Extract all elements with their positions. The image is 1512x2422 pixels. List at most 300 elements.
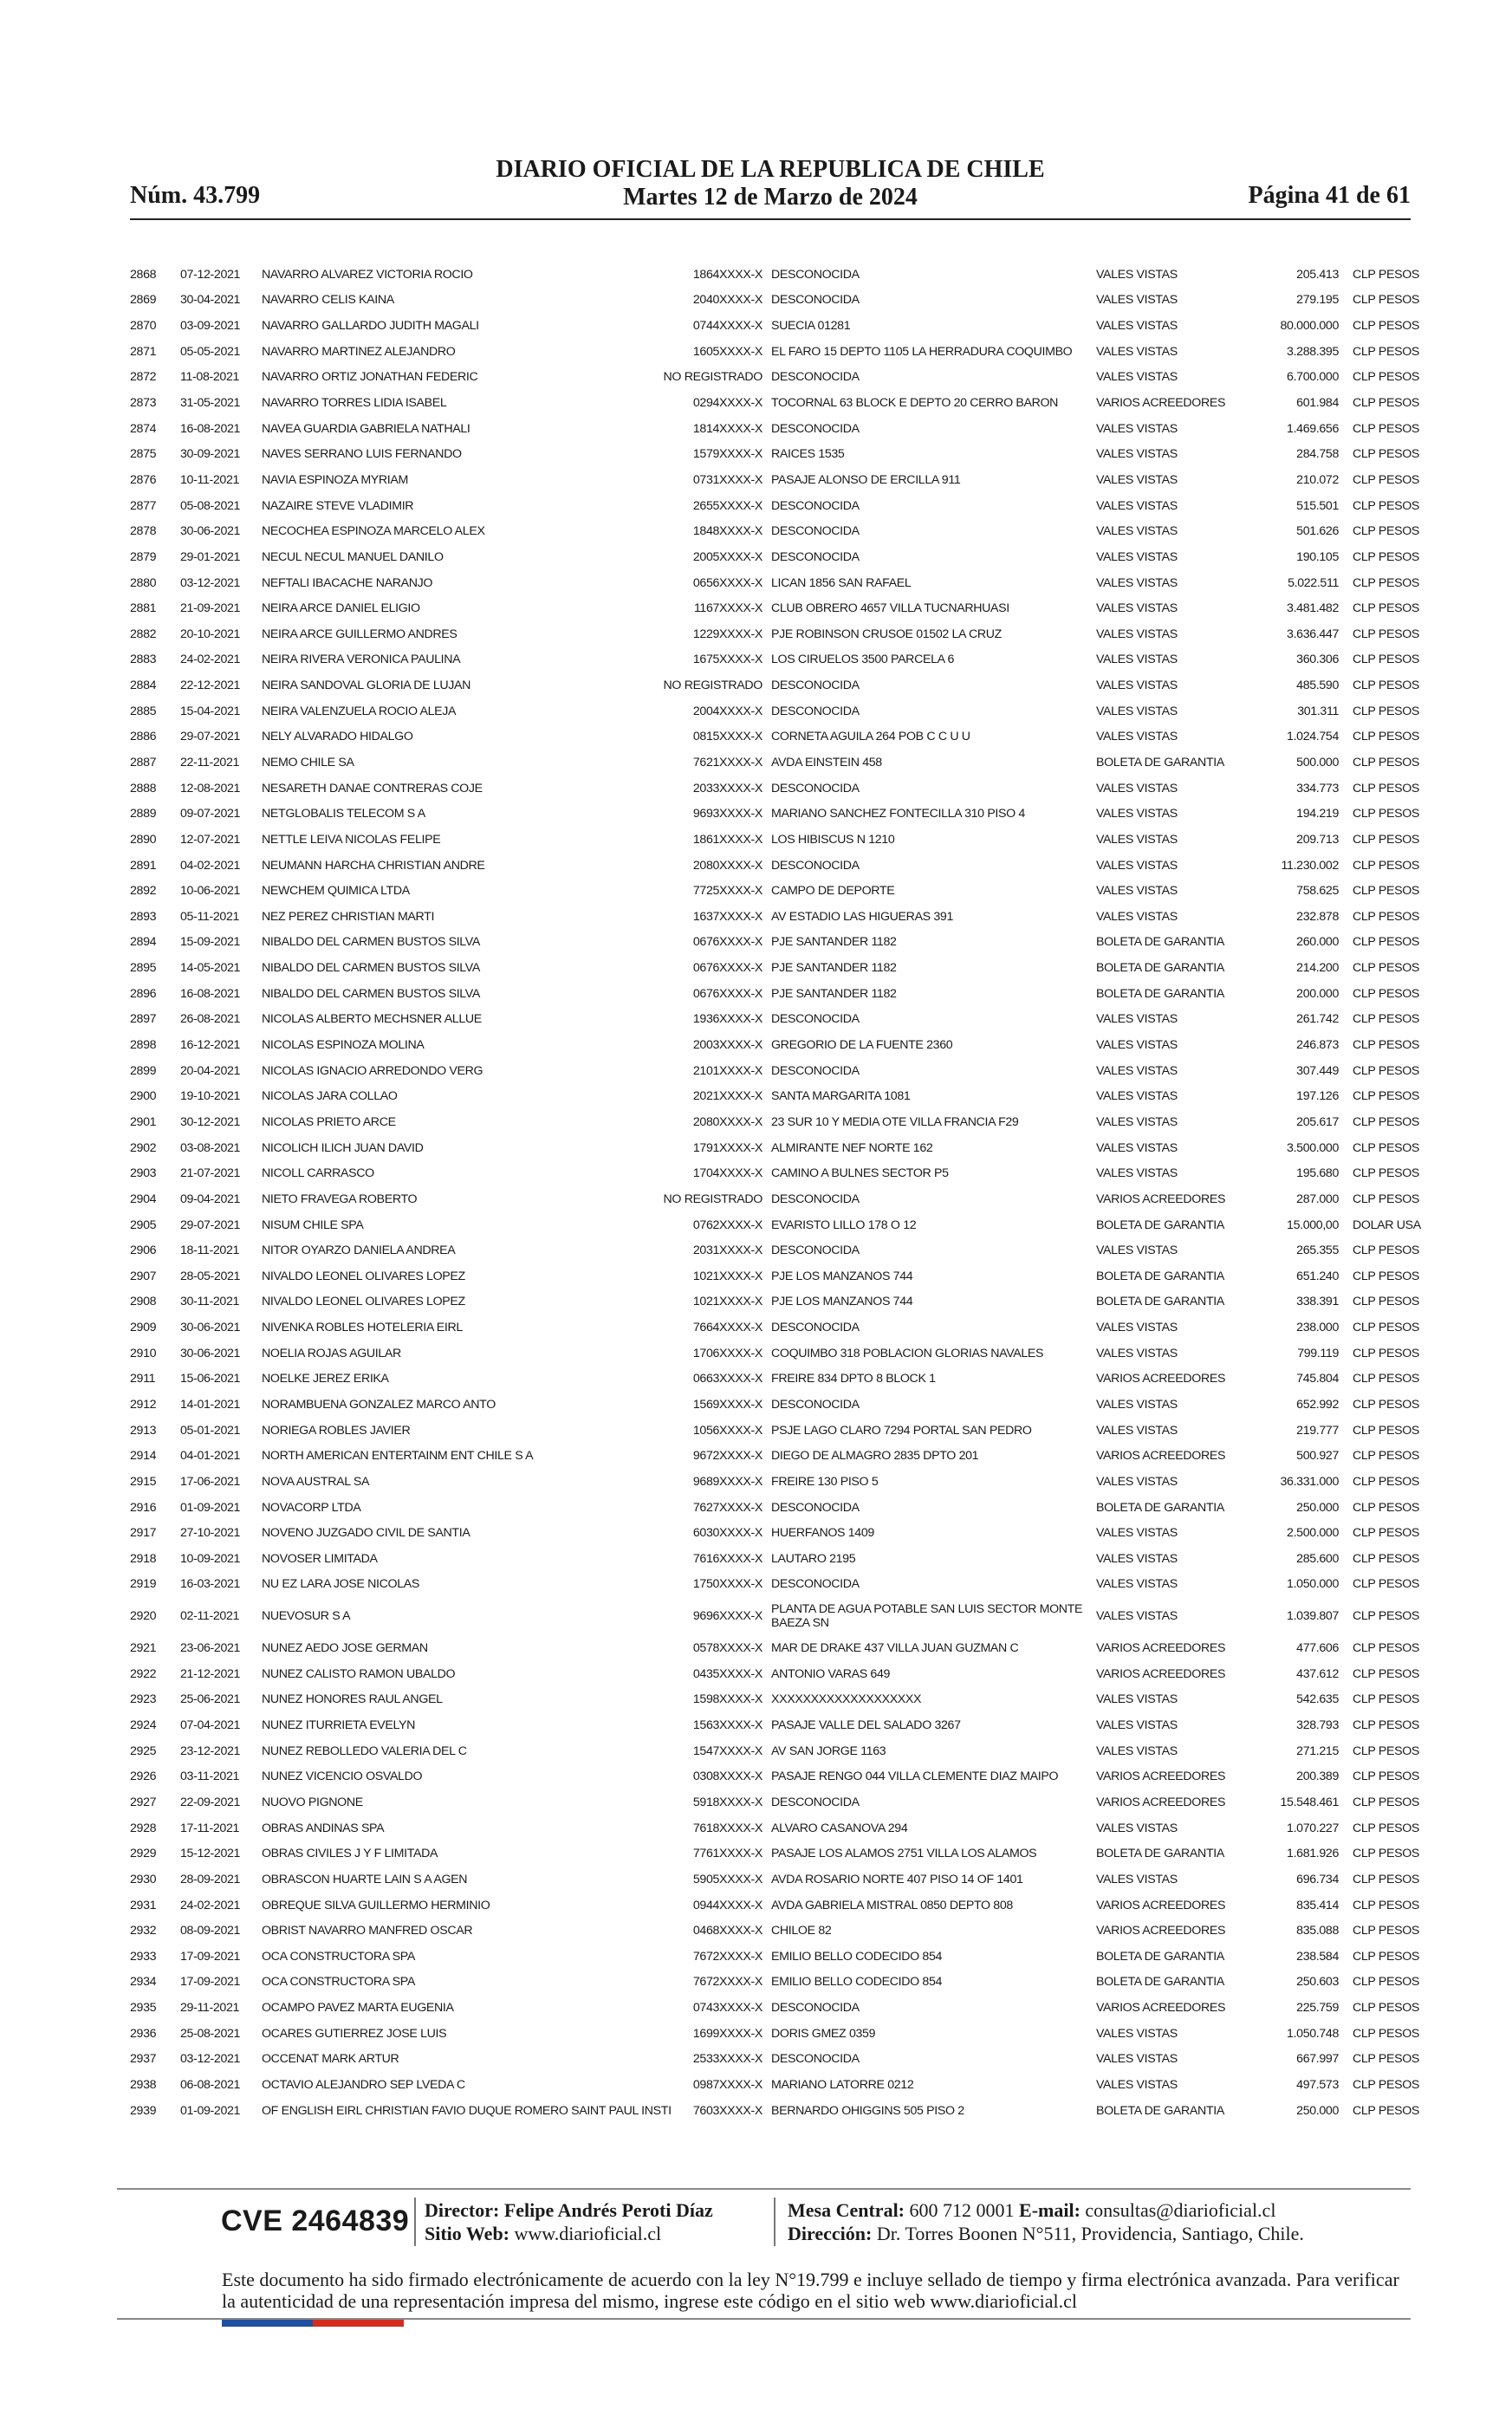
row-type: VALES VISTAS [1096,447,1178,462]
table-row [130,365,1411,391]
row-name: NEZ PEREZ CHRISTIAN MARTI [262,909,435,924]
row-name: NOELKE JEREZ ERIKA [262,1372,389,1386]
row-amount: 5.022.511 [1288,575,1339,590]
row-type: VALES VISTAS [1096,319,1178,334]
table-row [130,1712,1411,1738]
row-amount: 15.000,00 [1287,1217,1339,1232]
table-row [130,827,1411,853]
row-address: DORIS GMEZ 0359 [771,2026,876,2041]
row-date: 16-08-2021 [180,421,241,436]
row-currency: CLP PESOS [1353,1666,1420,1681]
row-rut: 7725XXXX-X [692,884,762,899]
row-type: VALES VISTAS [1096,1551,1178,1566]
table-row [130,339,1411,365]
row-rut: 9693XXXX-X [692,807,762,821]
row-date: 14-01-2021 [180,1398,241,1412]
row-number: 2910 [130,1346,157,1360]
row-date: 05-11-2021 [180,909,240,924]
row-name: NUEVOSUR S A [262,1609,351,1624]
row-amount: 11.230.002 [1281,858,1339,873]
row-address: AV SAN JORGE 1163 [771,1743,886,1758]
row-rut: 1167XXXX-X [693,601,762,616]
row-address: PJE LOS MANZANOS 744 [771,1295,913,1309]
address-value: Dr. Torres Boonen N°511, Providencia, Santiago, Chile. [876,2223,1304,2244]
row-type: VARIOS ACREEDORES [1096,1924,1226,1938]
table-row [130,1995,1411,2021]
row-name: NUNEZ CALISTO RAMON UBALDO [262,1666,456,1681]
row-number: 2876 [130,472,157,487]
row-currency: CLP PESOS [1353,2052,1420,2067]
row-type: VALES VISTAS [1096,1089,1178,1104]
mesa-label: Mesa Central: [788,2199,905,2221]
row-number: 2888 [130,781,157,795]
row-amount: 500.927 [1296,1449,1339,1464]
row-address: AVDA ROSARIO NORTE 407 PISO 14 OF 1401 [771,1872,1023,1886]
row-rut: 1936XXXX-X [692,1012,762,1027]
row-name: OCTAVIO ALEJANDRO SEP LVEDA C [262,2078,465,2093]
row-name: OBRAS ANDINAS SPA [262,1821,385,1835]
row-currency: DOLAR USA [1353,1217,1421,1232]
table-row [130,1944,1411,1970]
row-currency: CLP PESOS [1353,1847,1420,1861]
table-row [130,2072,1411,2098]
row-rut: 0663XXXX-X [692,1372,762,1386]
row-currency: CLP PESOS [1353,447,1420,462]
row-currency: CLP PESOS [1353,1192,1420,1206]
row-date: 10-09-2021 [180,1551,241,1566]
row-number: 2900 [130,1089,157,1104]
row-address: EMILIO BELLO CODECIDO 854 [771,1975,943,1990]
row-address: ALVARO CASANOVA 294 [771,1821,908,1835]
row-number: 2912 [130,1398,157,1412]
row-number: 2880 [130,575,157,590]
row-type: VALES VISTAS [1096,1743,1178,1758]
row-number: 2882 [130,627,157,641]
row-currency: CLP PESOS [1353,1166,1420,1181]
row-name: NIBALDO DEL CARMEN BUSTOS SILVA [262,935,480,950]
row-number: 2901 [130,1114,157,1129]
row-date: 19-10-2021 [180,1089,241,1104]
row-type: VALES VISTAS [1096,1692,1178,1707]
row-currency: CLP PESOS [1353,1423,1420,1438]
row-type: VALES VISTAS [1096,858,1178,873]
row-date: 07-12-2021 [180,267,241,282]
table-row [130,1764,1411,1790]
row-type: VALES VISTAS [1096,1114,1178,1129]
row-currency: CLP PESOS [1353,1898,1420,1912]
row-address: CLUB OBRERO 4657 VILLA TUCNARHUASI [771,601,1009,616]
row-type: VARIOS ACREEDORES [1096,2001,1226,2016]
row-rut: 7621XXXX-X [692,755,762,769]
row-rut: 9672XXXX-X [692,1449,762,1464]
row-type: VALES VISTAS [1096,1423,1178,1438]
row-name: NICOLAS ESPINOZA MOLINA [262,1038,425,1053]
registry-table [130,262,1421,2123]
row-address: MAR DE DRAKE 437 VILLA JUAN GUZMAN C [771,1641,1019,1656]
row-address: DESCONOCIDA [771,1577,860,1592]
row-address: DESCONOCIDA [771,858,860,873]
row-date: 26-08-2021 [180,1012,241,1027]
row-rut: 1706XXXX-X [692,1346,762,1360]
row-address: CHILOE 82 [771,1924,832,1938]
row-number: 2891 [130,858,157,873]
row-date: 03-09-2021 [180,319,241,334]
row-rut: 1547XXXX-X [692,1743,762,1758]
page-header [130,156,1411,217]
row-currency: CLP PESOS [1353,1012,1420,1027]
row-amount: 3.481.482 [1287,601,1339,616]
row-rut: 1699XXXX-X [692,2026,762,2041]
row-type: VARIOS ACREEDORES [1096,1372,1226,1386]
row-address: ALMIRANTE NEF NORTE 162 [771,1140,933,1155]
row-name: NORTH AMERICAN ENTERTAINM ENT CHILE S A [262,1449,534,1464]
row-date: 17-11-2021 [180,1821,240,1835]
row-number: 2899 [130,1063,157,1078]
row-type: BOLETA DE GARANTIA [1096,1295,1224,1309]
row-number: 2873 [130,396,157,411]
row-number: 2938 [130,2078,157,2093]
row-date: 01-09-2021 [180,2103,241,2118]
row-currency: CLP PESOS [1353,2078,1420,2093]
row-amount: 301.311 [1297,704,1339,718]
row-number: 2919 [130,1577,157,1592]
row-name: OBRAS CIVILES J Y F LIMITADA [262,1847,438,1861]
table-row [130,1469,1411,1495]
row-name: NAVARRO ORTIZ JONATHAN FEDERIC [262,370,478,385]
table-row [130,750,1411,776]
row-date: 29-07-2021 [180,1217,241,1232]
row-type: VALES VISTAS [1096,1526,1178,1541]
row-name: NIETO FRAVEGA ROBERTO [262,1192,418,1206]
row-amount: 205.617 [1296,1114,1339,1129]
row-currency: CLP PESOS [1353,858,1420,873]
row-currency: CLP PESOS [1353,498,1420,513]
row-amount: 238.000 [1296,1321,1339,1335]
row-amount: 477.606 [1296,1641,1339,1656]
row-name: NICOLAS IGNACIO ARREDONDO VERG [262,1063,483,1078]
row-amount: 835.088 [1296,1924,1339,1938]
row-rut: 7664XXXX-X [692,1321,762,1335]
row-amount: 194.219 [1296,807,1339,821]
row-number: 2936 [130,2026,157,2041]
row-currency: CLP PESOS [1353,1692,1420,1707]
email-link[interactable]: consultas@diarioficial.cl [1085,2199,1276,2221]
row-rut: 7761XXXX-X [692,1847,762,1861]
row-rut: 5905XXXX-X [692,1872,762,1886]
table-row [130,1032,1411,1058]
row-number: 2877 [130,498,157,513]
row-address: SUECIA 01281 [771,319,851,334]
row-address: PASAJE LOS ALAMOS 2751 VILLA LOS ALAMOS [771,1847,1037,1861]
row-name: NOELIA ROJAS AGUILAR [262,1346,401,1360]
row-type: BOLETA DE GARANTIA [1096,1949,1224,1964]
table-row [130,1109,1411,1135]
row-amount: 284.758 [1296,447,1339,462]
row-name: NAVARRO GALLARDO JUDITH MAGALI [262,319,479,334]
row-date: 28-09-2021 [180,1872,241,1886]
row-type: VALES VISTAS [1096,730,1178,744]
row-type: VARIOS ACREEDORES [1096,1641,1226,1656]
row-address: AV ESTADIO LAS HIGUERAS 391 [771,909,954,924]
row-rut: 0731XXXX-X [692,472,762,487]
row-name: NORIEGA ROBLES JAVIER [262,1423,411,1438]
row-type: BOLETA DE GARANTIA [1096,961,1224,976]
row-date: 20-10-2021 [180,627,241,641]
table-row [130,1341,1411,1367]
row-amount: 260.000 [1296,935,1339,950]
row-amount: 3.288.395 [1287,344,1339,359]
row-number: 2920 [130,1609,157,1624]
table-row [130,288,1411,314]
row-currency: CLP PESOS [1353,472,1420,487]
row-currency: CLP PESOS [1353,781,1420,795]
table-row [130,2021,1411,2047]
row-rut: 1704XXXX-X [692,1166,762,1181]
row-number: 2871 [130,344,157,359]
row-address: COQUIMBO 318 POBLACION GLORIAS NAVALES [771,1346,1044,1360]
row-currency: CLP PESOS [1353,344,1420,359]
row-type: VARIOS ACREEDORES [1096,396,1226,411]
row-date: 20-04-2021 [180,1063,241,1078]
row-number: 2930 [130,1872,157,1886]
row-currency: CLP PESOS [1353,601,1420,616]
row-address: LAUTARO 2195 [771,1551,856,1566]
row-currency: CLP PESOS [1353,627,1420,641]
row-rut: NO REGISTRADO [663,1192,762,1206]
table-row [130,1058,1411,1084]
row-type: VARIOS ACREEDORES [1096,1769,1226,1784]
row-amount: 197.126 [1296,1089,1339,1104]
row-amount: 1.050.000 [1287,1577,1339,1592]
row-date: 15-12-2021 [180,1847,241,1861]
row-date: 30-09-2021 [180,447,241,462]
row-amount: 497.573 [1296,2078,1339,2093]
row-currency: CLP PESOS [1353,1872,1420,1886]
table-row [130,1315,1411,1341]
row-number: 2907 [130,1269,157,1283]
row-address: DIEGO DE ALMAGRO 2835 DPTO 201 [771,1449,979,1464]
row-amount: 238.584 [1296,1949,1339,1964]
row-date: 02-11-2021 [180,1609,240,1624]
row-date: 04-01-2021 [180,1449,241,1464]
row-type: VALES VISTAS [1096,653,1178,667]
row-rut: 7627XXXX-X [692,1500,762,1515]
row-name: NORAMBUENA GONZALEZ MARCO ANTO [262,1398,496,1412]
row-name: NEIRA VALENZUELA ROCIO ALEJA [262,704,457,718]
row-rut: 1021XXXX-X [692,1295,762,1309]
row-date: 15-06-2021 [180,1372,241,1386]
row-name: NAVEA GUARDIA GABRIELA NATHALI [262,421,470,436]
row-name: OCARES GUTIERREZ JOSE LUIS [262,2026,447,2041]
row-currency: CLP PESOS [1353,1089,1420,1104]
row-amount: 601.984 [1296,396,1339,411]
row-type: VALES VISTAS [1096,1609,1178,1624]
row-name: NEWCHEM QUIMICA LTDA [262,884,410,899]
row-date: 30-06-2021 [180,1321,241,1335]
row-address: MARIANO LATORRE 0212 [771,2078,914,2093]
row-number: 2939 [130,2103,157,2118]
row-name: NISUM CHILE SPA [262,1217,364,1232]
row-currency: CLP PESOS [1353,884,1420,899]
row-rut: 7618XXXX-X [692,1821,762,1835]
row-date: 30-11-2021 [180,1295,240,1309]
row-currency: CLP PESOS [1353,1295,1420,1309]
website-link[interactable]: www.diarioficial.cl [514,2223,662,2244]
row-amount: 200.000 [1296,986,1339,1001]
row-number: 2935 [130,2001,157,2016]
row-name: OBRIST NAVARRO MANFRED OSCAR [262,1924,473,1938]
table-row [130,1263,1411,1289]
row-name: NUNEZ REBOLLEDO VALERIA DEL C [262,1743,467,1758]
row-date: 30-06-2021 [180,1346,241,1360]
row-type: VALES VISTAS [1096,421,1178,436]
row-date: 03-08-2021 [180,1140,241,1155]
row-currency: CLP PESOS [1353,1449,1420,1464]
row-date: 24-02-2021 [180,653,241,667]
row-amount: 287.000 [1296,1192,1339,1206]
row-type: VARIOS ACREEDORES [1096,1449,1226,1464]
table-row [130,1893,1411,1919]
row-amount: 334.773 [1296,781,1339,795]
row-name: NEIRA ARCE GUILLERMO ANDRES [262,627,457,641]
row-currency: CLP PESOS [1353,549,1420,564]
row-rut: 0944XXXX-X [692,1898,762,1912]
row-name: NEUMANN HARCHA CHRISTIAN ANDRE [262,858,485,873]
row-amount: 667.997 [1296,2052,1339,2067]
row-currency: CLP PESOS [1353,396,1420,411]
row-type: BOLETA DE GARANTIA [1096,755,1224,769]
row-type: VALES VISTAS [1096,524,1178,539]
row-type: VALES VISTAS [1096,267,1178,282]
row-amount: 542.635 [1296,1692,1339,1707]
row-currency: CLP PESOS [1353,1795,1420,1809]
table-row [130,390,1411,416]
row-rut: 0578XXXX-X [692,1641,762,1656]
table-row [130,1597,1411,1635]
row-address: LOS HIBISCUS N 1210 [771,832,895,847]
row-amount: 1.070.227 [1287,1821,1339,1835]
row-type: VALES VISTAS [1096,575,1178,590]
row-address: CORNETA AGUILA 264 POB C C U U [771,730,970,744]
row-amount: 835.414 [1296,1898,1339,1912]
row-currency: CLP PESOS [1353,730,1420,744]
table-row [130,467,1411,493]
row-date: 30-04-2021 [180,293,241,308]
publication-masthead [130,156,1411,211]
row-rut: 2003XXXX-X [692,1038,762,1053]
row-number: 2875 [130,447,157,462]
row-amount: 1.024.754 [1287,730,1339,744]
row-rut: 1814XXXX-X [692,421,762,436]
row-address: DESCONOCIDA [771,2001,860,2016]
row-currency: CLP PESOS [1353,755,1420,769]
table-row [130,1970,1411,1996]
row-amount: 3.500.000 [1287,1140,1339,1155]
row-date: 27-10-2021 [180,1526,241,1541]
row-rut: 2040XXXX-X [692,293,762,308]
row-rut: 1791XXXX-X [692,1140,762,1155]
row-number: 2883 [130,653,157,667]
row-name: NUNEZ AEDO JOSE GERMAN [262,1641,428,1656]
row-type: BOLETA DE GARANTIA [1096,2103,1224,2118]
row-type: VALES VISTAS [1096,1872,1178,1886]
row-rut: 1569XXXX-X [692,1398,762,1412]
row-number: 2914 [130,1449,157,1464]
row-currency: CLP PESOS [1353,807,1420,821]
publication-title: DIARIO OFICIAL DE LA REPUBLICA DE CHILE [496,156,1045,183]
row-address: DESCONOCIDA [771,1243,860,1258]
row-currency: CLP PESOS [1353,421,1420,436]
row-date: 29-07-2021 [180,730,241,744]
row-name: NEIRA RIVERA VERONICA PAULINA [262,653,461,667]
row-rut: 6030XXXX-X [692,1526,762,1541]
row-number: 2885 [130,704,157,718]
row-address: DESCONOCIDA [771,1012,860,1027]
row-type: VARIOS ACREEDORES [1096,1795,1226,1809]
row-name: NIBALDO DEL CARMEN BUSTOS SILVA [262,986,480,1001]
table-row [130,647,1411,673]
row-name: NETTLE LEIVA NICOLAS FELIPE [262,832,441,847]
row-currency: CLP PESOS [1353,1551,1420,1566]
row-currency: CLP PESOS [1353,1063,1420,1078]
row-type: VALES VISTAS [1096,1038,1178,1053]
row-address: HUERFANOS 1409 [771,1526,874,1541]
row-type: VALES VISTAS [1096,1063,1178,1078]
table-row [130,1007,1411,1033]
table-row [130,313,1411,339]
row-rut: 1021XXXX-X [692,1269,762,1283]
table-row [130,518,1411,544]
row-name: OF ENGLISH EIRL CHRISTIAN FAVIO DUQUE ROMERO SAINT PAUL INSTI [262,2103,672,2118]
table-row [130,262,1411,288]
row-amount: 485.590 [1296,679,1339,693]
row-address: PASAJE ALONSO DE ERCILLA 911 [771,472,961,487]
row-address: PJE ROBINSON CRUSOE 01502 LA CRUZ [771,627,1002,641]
row-rut: 2021XXXX-X [692,1089,762,1104]
row-rut: 0308XXXX-X [692,1769,762,1784]
email-label: E-mail: [1019,2199,1080,2221]
row-address: DESCONOCIDA [771,524,860,539]
row-date: 05-05-2021 [180,344,241,359]
row-number: 2923 [130,1692,157,1707]
row-date: 30-06-2021 [180,524,241,539]
row-amount: 225.759 [1296,2001,1339,2016]
row-address: DESCONOCIDA [771,370,860,385]
row-number: 2926 [130,1769,157,1784]
row-amount: 279.195 [1296,293,1339,308]
row-address: DESCONOCIDA [771,1063,860,1078]
row-name: NAVES SERRANO LUIS FERNANDO [262,447,462,462]
row-currency: CLP PESOS [1353,1500,1420,1515]
table-row [130,544,1411,570]
row-type: VALES VISTAS [1096,1166,1178,1181]
row-address: FREIRE 834 DPTO 8 BLOCK 1 [771,1372,936,1386]
row-address: PASAJE VALLE DEL SALADO 3267 [771,1718,961,1733]
row-name: NITOR OYARZO DANIELA ANDREA [262,1243,456,1258]
row-number: 2878 [130,524,157,539]
row-number: 2872 [130,370,157,385]
row-number: 2927 [130,1795,157,1809]
row-date: 11-08-2021 [180,370,240,385]
table-row [130,1186,1411,1212]
row-date: 24-02-2021 [180,1898,241,1912]
row-rut: 0294XXXX-X [692,396,762,411]
row-currency: CLP PESOS [1353,319,1420,334]
row-number: 2908 [130,1295,157,1309]
row-date: 15-04-2021 [180,704,241,718]
footer-divider-top [117,2188,1411,2190]
row-amount: 261.742 [1296,1012,1339,1027]
